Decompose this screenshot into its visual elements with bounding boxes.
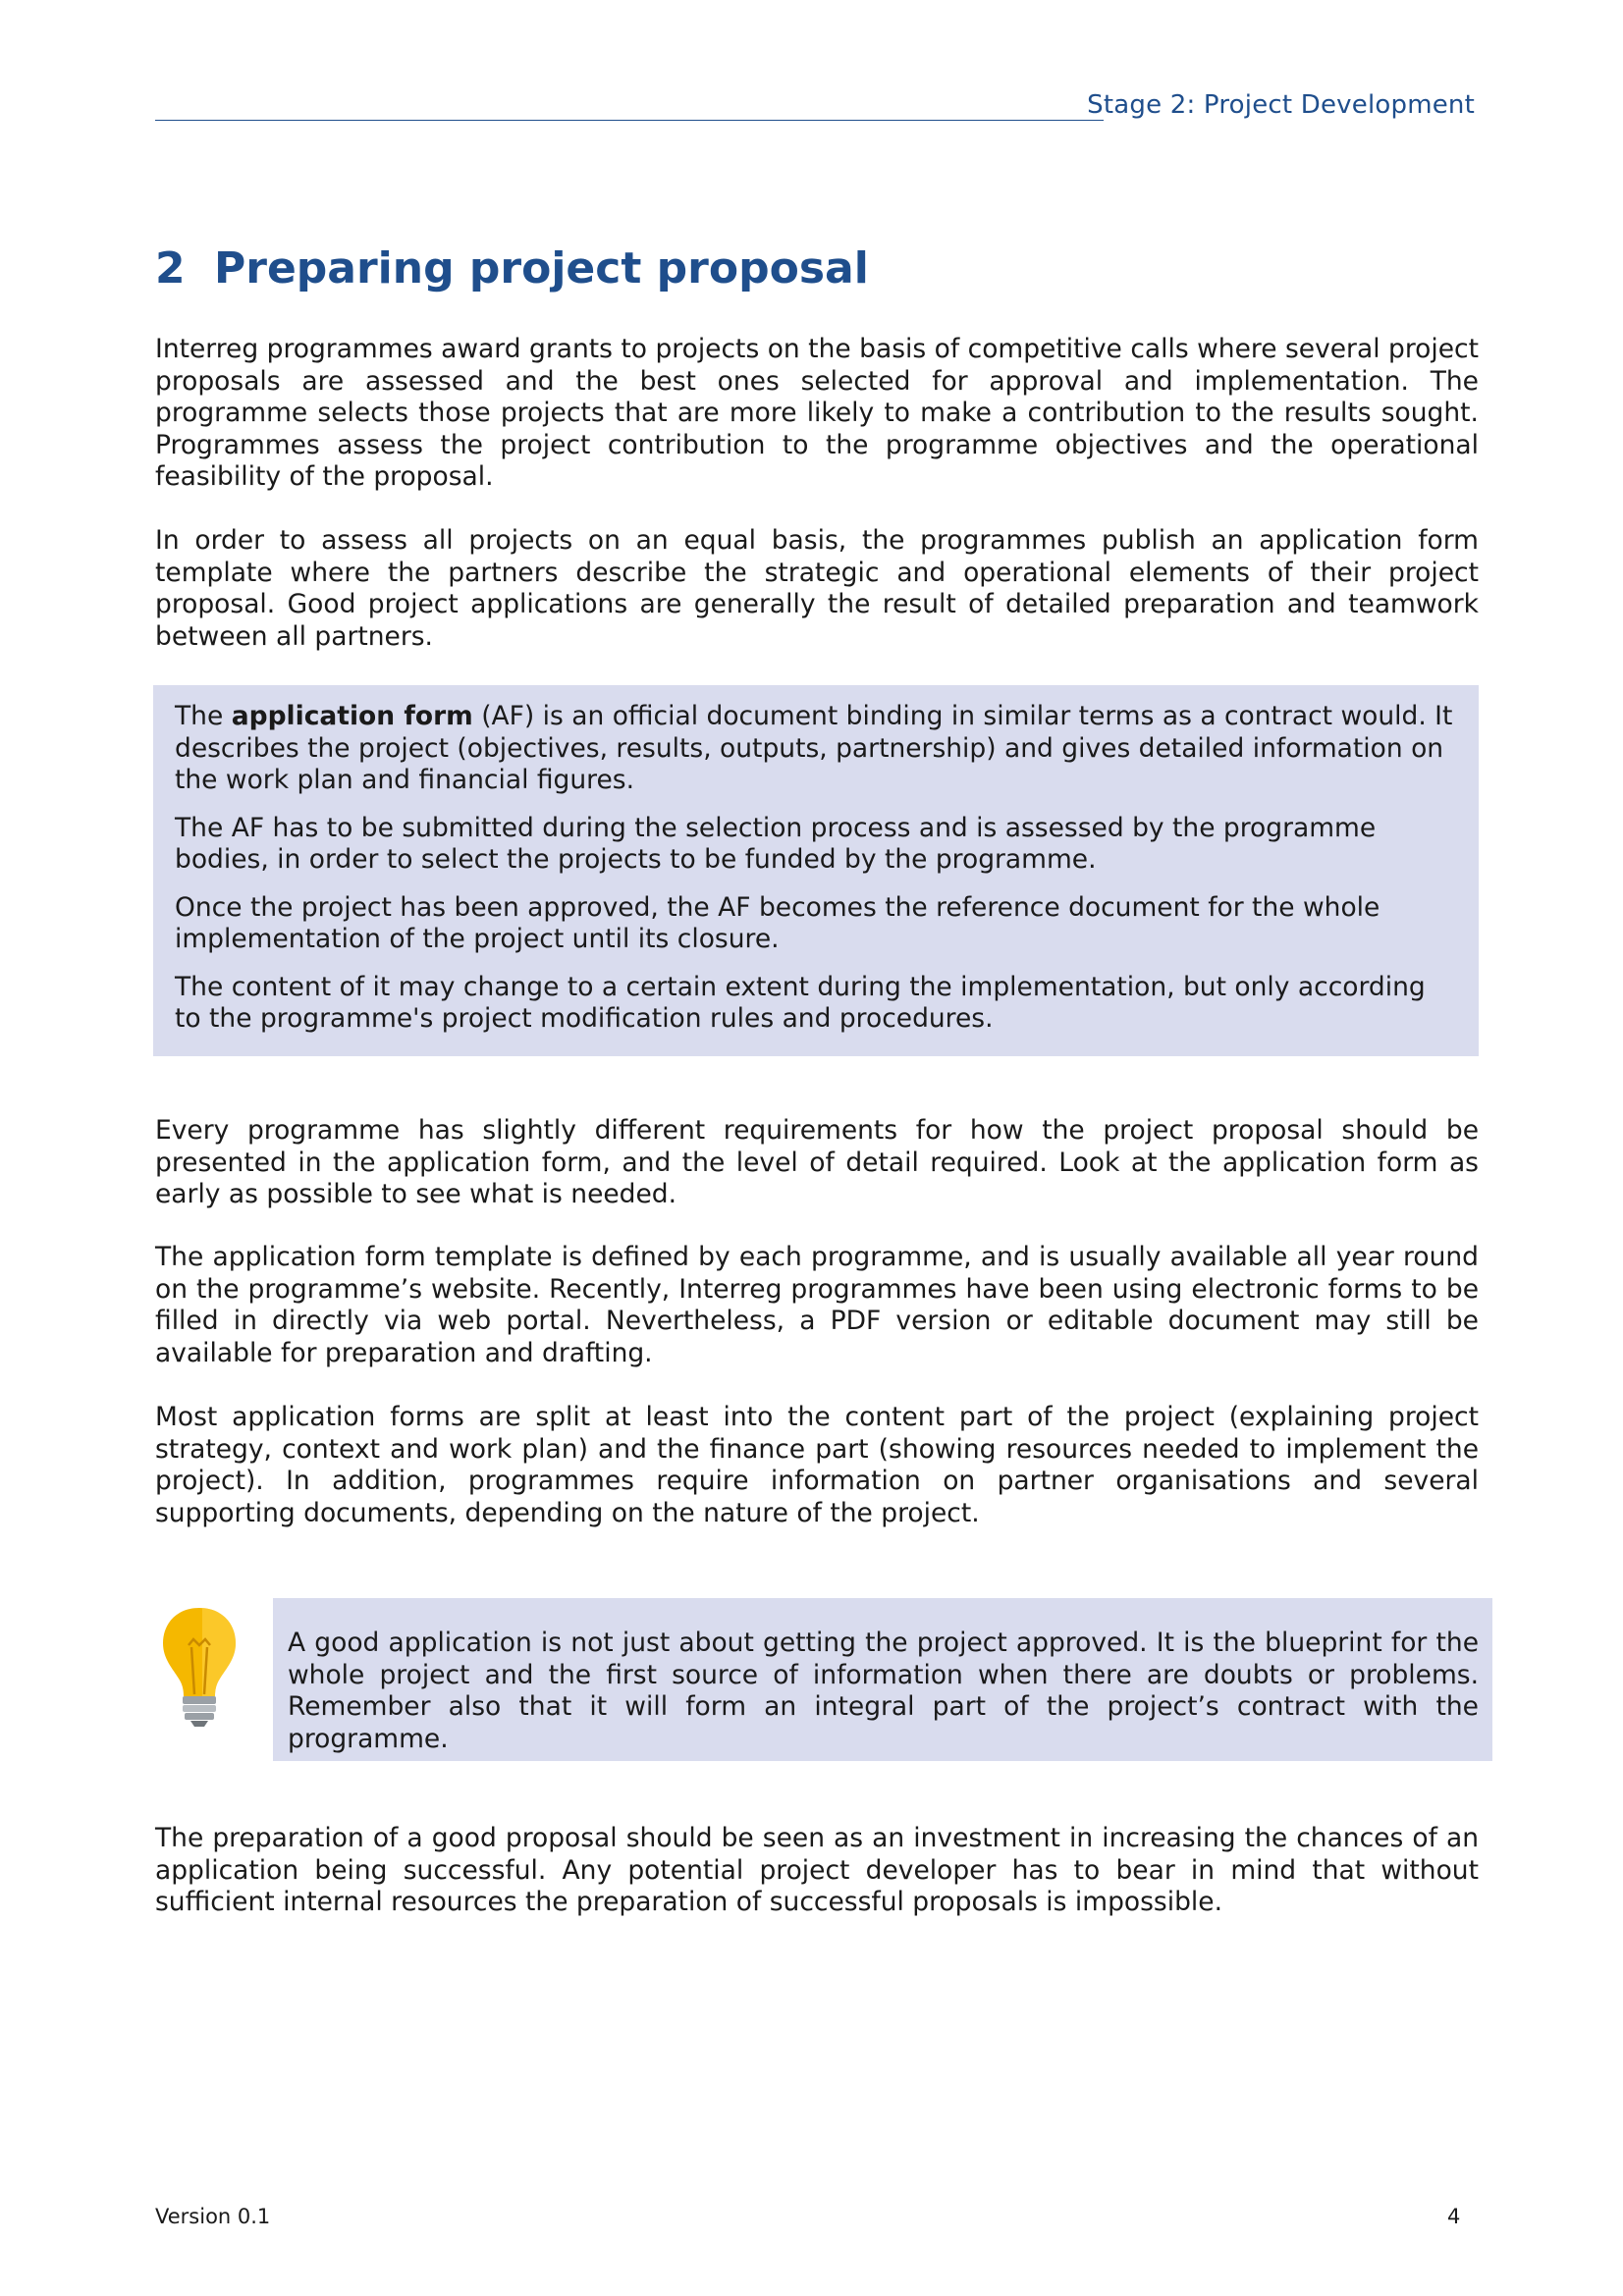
footer-page-number: 4 [1447,2205,1461,2228]
header-section-title: Stage 2: Project Development [1087,90,1475,120]
paragraph-assessment: In order to assess all projects on an equal basis, the programmes publish an application form template where the partners describe the strategic and operational elements of their project proposal. Good project applications are generally the result of detailed preparation and teamwork between all partners. [155,525,1479,652]
paragraph-intro: Interreg programmes award grants to projects on the basis of competitive calls where several project proposals are assessed and the best ones selected for approval and implementation. The programme selects those projects that are more likely to make a contribution to the results sought. Programmes assess the project contribution to the programme objectives and the operational feasibility of the proposal. [155,334,1479,492]
paragraph-investment: The preparation of a good proposal should be seen as an investment in increasing the chances of an application being successful. Any potential project developer has to bear in mind that without sufficient internal resources the preparation of successful proposals is impossible. [155,1823,1479,1917]
paragraph-structure: Most application forms are split at least into the content part of the project (explaining project strategy, context and work plan) and the finance part (showing resources needed to implement the project). In addition, programmes require information on partner organisations and several supporting documents, depending on the nature of the project. [155,1402,1479,1528]
page-heading [155,243,869,294]
callout-paragraph-reference: Once the project has been approved, the AF becomes the reference document for the whole implementation of the project until its closure. [175,891,1380,954]
tip-callout [273,1598,1492,1761]
callout-paragraph-submission: The AF has to be submitted during the selection process and is assessed by the programme bodies, in order to select the projects to be funded by the programme. [175,812,1377,875]
footer-version: Version 0.1 [155,2205,271,2228]
header-rule [155,120,1104,121]
tip-text: A good application is not just about getting the project approved. It is the blueprint for the whole project and the first source of information when there are doubts or problems. Remember also that it will form an integral part of the project’s contract with the programme. [288,1628,1479,1754]
callout-bold-term: application form [231,701,473,731]
paragraph-template: The application form template is defined by each programme, and is usually available all year round on the programme’s website. Recently, Interreg programmes have been using electronic forms to be filled in directly via web portal. Nevertheless, a PDF version or editable document may still be available for preparation and drafting. [155,1242,1479,1368]
application-form-callout [153,685,1479,1056]
lightbulb-icon [159,1606,240,1728]
heading-title: Preparing project proposal [214,243,869,294]
paragraph-requirements: Every programme has slightly different requirements for how the project proposal should be presented in the application form, and the level of detail required. Look at the application form as early as possible to see what is needed. [155,1115,1479,1209]
callout-paragraph-changes: The content of it may change to a certain extent during the implementation, but only according to the programme's project modification rules and procedures. [175,971,1426,1034]
callout-paragraph-definition: The application form (AF) is an official document binding in similar terms as a contract would. It describes the project (objectives, results, outputs, partnership) and gives detailed information on the work plan and financial figures. [175,701,1453,795]
heading-number: 2 [155,243,186,294]
